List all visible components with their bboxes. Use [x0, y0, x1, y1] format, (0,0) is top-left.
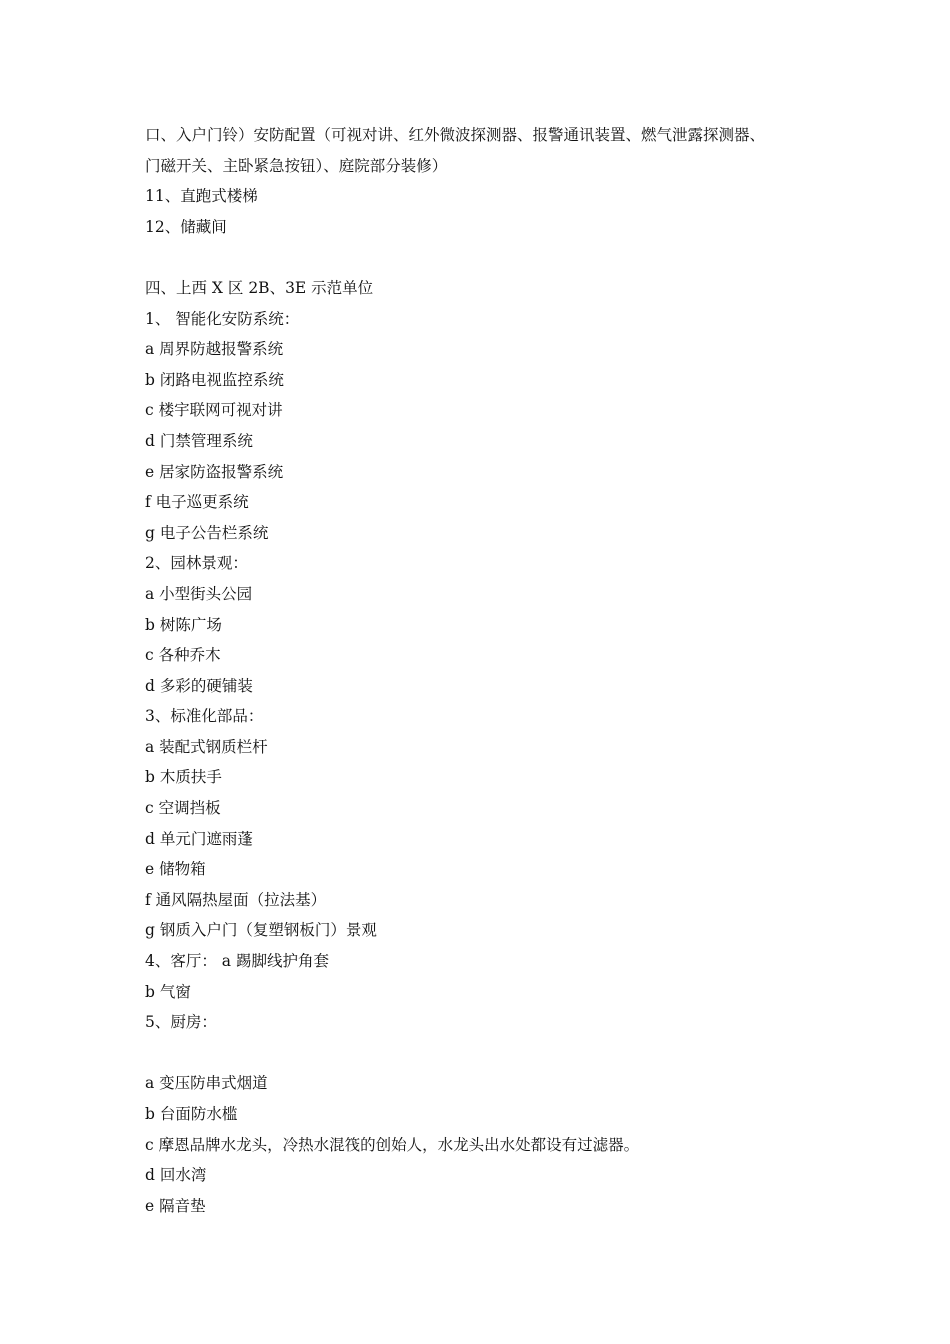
- list-item: d 多彩的硬铺装: [145, 676, 253, 695]
- list-item: c 楼宇联网可视对讲: [145, 401, 283, 420]
- list-item: b 闭路电视监控系统: [145, 370, 284, 389]
- list-item: a 周界防越报警系统: [145, 340, 284, 359]
- list-item: b 树陈广场: [145, 615, 222, 634]
- subsection-heading: 4、客厅： a 踢脚线护角套: [145, 952, 329, 971]
- text-line: 口、入户门铃）安防配置（可视对讲、红外微波探测器、报警通讯装置、燃气泄露探测器、: [145, 126, 766, 144]
- text-line: 门磁开关、主卧紧急按钮）、庭院部分装修）: [145, 156, 448, 175]
- list-item: e 储物箱: [145, 860, 206, 879]
- list-item: b 气窗: [145, 982, 191, 1001]
- list-item: f 通风隔热屋面（拉法基）: [145, 890, 327, 909]
- list-item: a 变压防串式烟道: [145, 1074, 268, 1093]
- list-item: 11、直跑式楼梯: [145, 187, 258, 206]
- subsection-heading: 3、标准化部品：: [145, 707, 264, 726]
- blank-line: [145, 242, 825, 273]
- list-item: g 钢质入户门（复塑钢板门）景观: [145, 921, 377, 940]
- list-item: a 小型街头公园: [145, 584, 253, 603]
- document-page: [145, 120, 825, 1221]
- list-item: c 各种乔木: [145, 646, 221, 665]
- list-item: 12、储藏间: [145, 217, 227, 236]
- list-item: d 回水湾: [145, 1166, 207, 1185]
- subsection-heading: 5、厨房：: [145, 1013, 217, 1032]
- list-item: f 电子巡更系统: [145, 493, 249, 512]
- list-item: e 居家防盗报警系统: [145, 462, 284, 481]
- subsection-heading: 1、 智能化安防系统：: [145, 309, 300, 328]
- blank-line: [145, 1038, 825, 1069]
- list-item: b 台面防水槛: [145, 1105, 238, 1123]
- list-item: c 摩恩品牌水龙头，冷热水混筏的创始人，水龙头出水处都设有过滤器。: [145, 1135, 640, 1154]
- subsection-heading: 2、园林景观：: [145, 554, 248, 573]
- list-item: d 门禁管理系统: [145, 431, 253, 450]
- list-item: a 装配式钢质栏杆: [145, 737, 268, 756]
- list-item: c 空调挡板: [145, 799, 221, 818]
- section-heading: 四、上西 X 区 2B、3E 示范单位: [145, 278, 374, 297]
- list-item: e 隔音垫: [145, 1196, 206, 1215]
- list-item: g 电子公告栏系统: [145, 523, 269, 542]
- list-item: d 单元门遮雨蓬: [145, 829, 253, 848]
- list-item: b 木质扶手: [145, 768, 222, 787]
